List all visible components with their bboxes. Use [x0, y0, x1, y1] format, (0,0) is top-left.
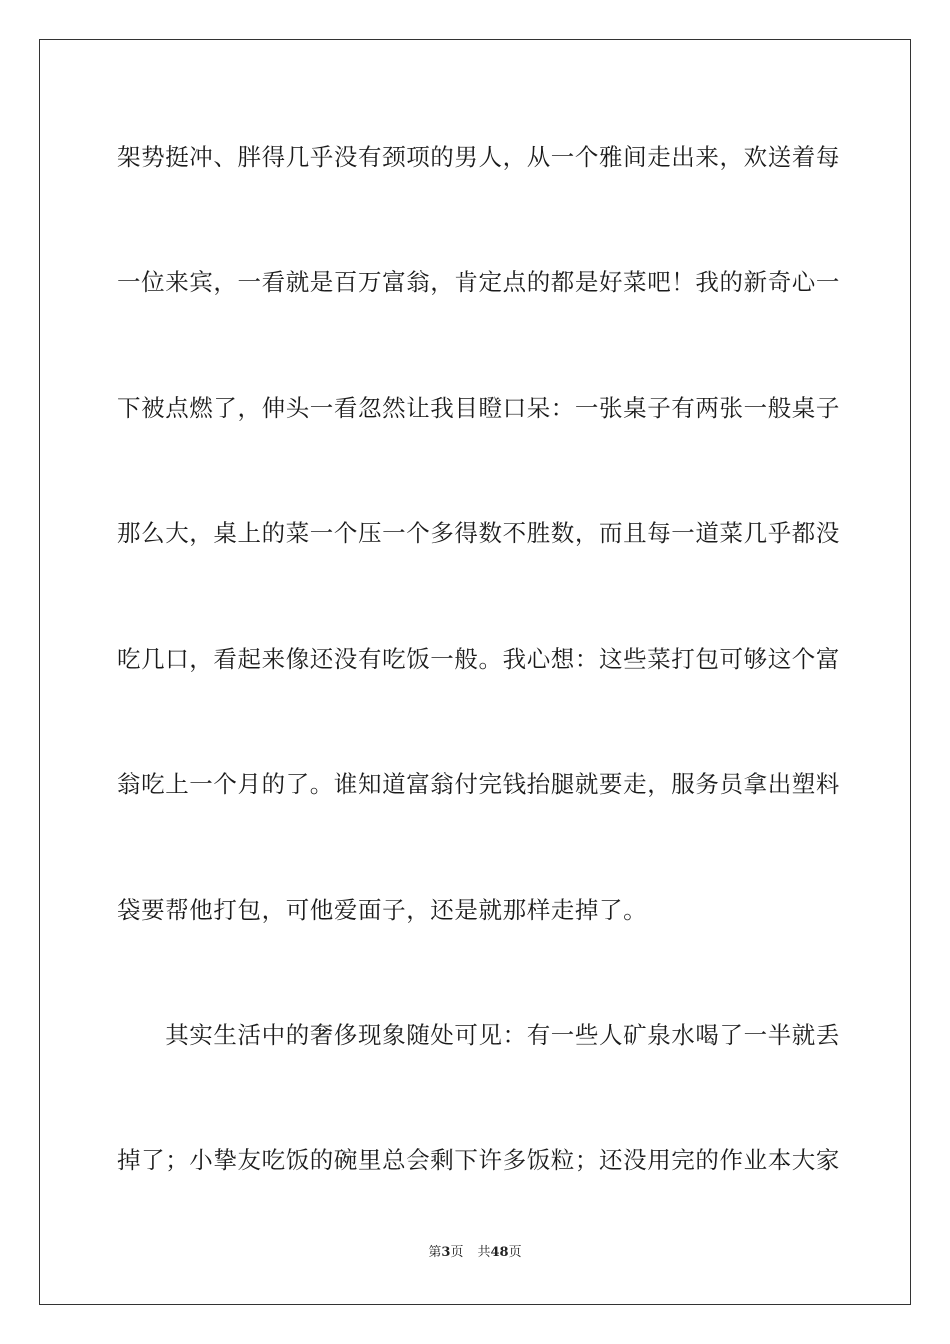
page-number: 3 [441, 1245, 451, 1260]
text-line-1: 架势挺冲、胖得几乎没有颈项的男人，从一个雅间走出来，欢送着每 [117, 143, 840, 171]
text-line-5: 吃几口，看起来像还没有吃饭一般。我心想：这些菜打包可够这个富 [117, 645, 840, 673]
page-footer [0, 1244, 950, 1262]
text-line-3: 下被点燃了，伸头一看忽然让我目瞪口呆：一张桌子有两张一般桌子 [117, 394, 840, 422]
text-line-4: 那么大，桌上的菜一个压一个多得数不胜数，而且每一道菜几乎都没 [117, 519, 840, 547]
text-line-6: 翁吃上一个月的了。谁知道富翁付完钱抬腿就要走，服务员拿出塑料 [117, 770, 840, 798]
page-suffix: 页 [450, 1245, 464, 1260]
text-line-7: 袋要帮他打包，可他爱面子，还是就那样走掉了。 [117, 896, 648, 924]
page-prefix: 第 [428, 1245, 442, 1260]
total-suffix: 页 [508, 1245, 522, 1260]
total-prefix: 共 [477, 1245, 491, 1260]
total-pages: 48 [490, 1245, 509, 1260]
text-line-8: 其实生活中的奢侈现象随处可见：有一些人矿泉水喝了一半就丢 [117, 1021, 840, 1049]
text-line-9: 掉了；小挚友吃饭的碗里总会剩下许多饭粒；还没用完的作业本大家 [117, 1146, 840, 1174]
text-line-2: 一位来宾，一看就是百万富翁，肯定点的都是好菜吧！我的新奇心一 [117, 268, 840, 296]
